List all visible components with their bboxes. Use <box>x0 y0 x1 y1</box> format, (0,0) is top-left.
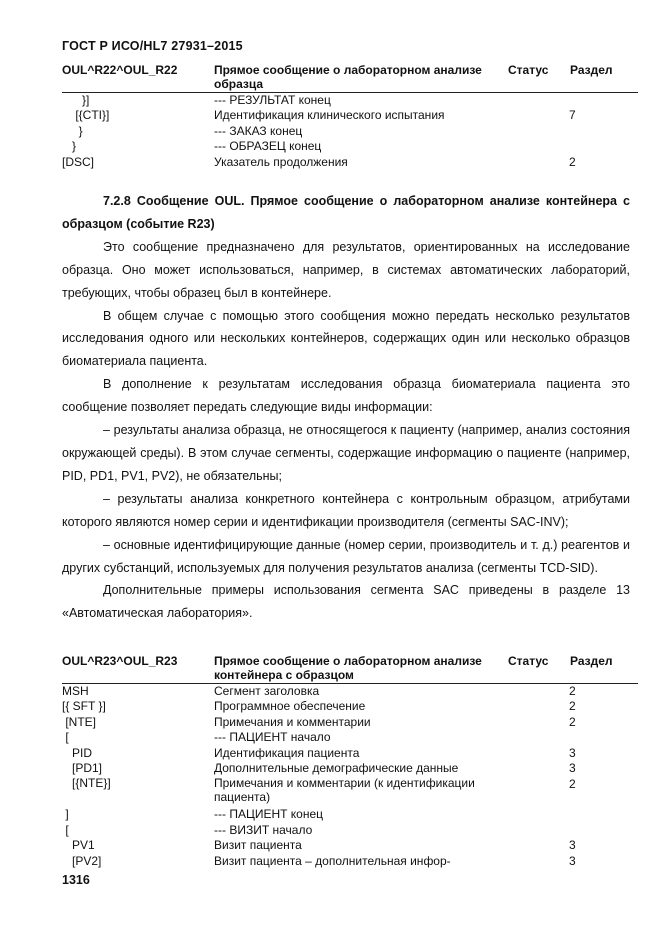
description-cell: --- РЕЗУЛЬТАТ конец <box>214 93 331 107</box>
segment-cell: [{CTI}] <box>62 108 110 123</box>
section-cell: 3 <box>569 838 576 853</box>
table-row <box>62 761 638 776</box>
column-header-message: OUL^R22^OUL_R22 <box>62 63 178 77</box>
table-row <box>62 854 638 869</box>
table-header <box>62 653 638 684</box>
section-cell: 7 <box>569 108 576 123</box>
table-row <box>62 838 638 853</box>
description-cell: Примечания и комментарии <box>214 714 371 729</box>
description-cell: --- ПАЦИЕНТ конец <box>214 807 324 822</box>
section-cell: 2 <box>569 777 576 792</box>
segment-cell: }] <box>62 93 90 107</box>
section-heading: 7.2.8 Сообщение OUL. Прямое сообщение о лабораторном анализе контейнера с образцом (событие R23) <box>62 194 630 231</box>
segment-cell: } <box>62 123 83 138</box>
section-cell: 2 <box>569 714 576 729</box>
section-body <box>62 190 630 625</box>
column-header-description: Прямое сообщение о лабораторном анализе контейнера с образцом <box>214 654 482 682</box>
section-cell: 2 <box>569 684 576 698</box>
paragraph: В дополнение к результатам исследования образца биоматериала пациента это сообщение позволяет передать следующие виды информации: <box>62 377 630 415</box>
message-table-r23 <box>62 653 638 869</box>
column-header-message: OUL^R23^OUL_R23 <box>62 654 178 668</box>
column-header-section: Раздел <box>570 63 613 77</box>
description-cell: Визит пациента <box>214 838 302 853</box>
segment-cell: [ <box>62 730 69 745</box>
table-row <box>62 715 638 730</box>
description-cell: Программное обеспечение <box>214 699 366 714</box>
segment-cell: [PV2] <box>62 853 102 868</box>
table-row <box>62 684 638 699</box>
column-header-section: Раздел <box>570 654 613 668</box>
table-row <box>62 807 638 822</box>
segment-cell: [PD1] <box>62 760 103 775</box>
column-header-status: Статус <box>508 654 549 668</box>
column-header-status: Статус <box>508 63 549 77</box>
description-cell: Идентификация клинического испытания <box>214 108 445 123</box>
message-table-r22 <box>62 62 638 170</box>
table-row <box>62 139 638 154</box>
segment-cell: } <box>62 139 77 154</box>
table-row <box>62 776 638 807</box>
table-row <box>62 823 638 838</box>
table-row <box>62 108 638 123</box>
list-item: – результаты анализа конкретного контейнера с контрольным образцом, атрибутами которого являются номер серии и идентификации производителя (сегменты SAC-INV); <box>62 491 630 529</box>
paragraph: Это сообщение предназначено для результатов, ориентированных на исследование образца. Оно может использоваться, например, в системах автоматических лабораторий, требующих, чтобы образец был в контейнере. <box>62 239 630 300</box>
table-row <box>62 93 638 108</box>
section-cell: 3 <box>569 745 576 760</box>
segment-cell: [{NTE}] <box>62 776 111 791</box>
table-row <box>62 730 638 745</box>
section-cell: 2 <box>569 699 576 714</box>
section-cell: 2 <box>569 154 576 169</box>
table-row <box>62 155 638 170</box>
description-cell: --- ЗАКАЗ конец <box>214 123 303 138</box>
segment-cell: [DSC] <box>62 154 95 169</box>
description-cell: Сегмент заголовка <box>214 684 320 698</box>
description-cell: Идентификация пациента <box>214 745 360 760</box>
section-cell: 3 <box>569 760 576 775</box>
description-cell: Визит пациента – дополнительная инфор- <box>214 853 451 868</box>
segment-cell: PID <box>62 745 93 760</box>
table-header <box>62 62 638 93</box>
segment-cell: [ <box>62 822 69 837</box>
description-cell: Примечания и комментарии (к идентификации пациента) <box>214 776 475 805</box>
description-cell: --- ПАЦИЕНТ начало <box>214 730 331 745</box>
description-cell: --- ОБРАЗЕЦ конец <box>214 139 322 154</box>
segment-cell: MSH <box>62 684 89 698</box>
description-cell: Указатель продолжения <box>214 154 348 169</box>
list-item: – основные идентифицирующие данные (номер серии, производитель и т. д.) реагентов и других субстанций, используемых для получения результатов анализа (сегменты TCD-SID). <box>62 537 630 575</box>
description-cell: Дополнительные демографические данные <box>214 760 459 775</box>
segment-cell: PV1 <box>62 838 95 853</box>
paragraph: Дополнительные примеры использования сегмента SAC приведены в разделе 13 «Автоматическая лаборатория». <box>62 583 630 621</box>
table-row <box>62 699 638 714</box>
list-item: – результаты анализа образца, не относящегося к пациенту (например, анализ состояния окружающей среды). В этом случае сегменты, содержащие информацию о пациенте (например, PID, PD1, PV1, PV2), не обязательны; <box>62 423 630 483</box>
page-number: 1316 <box>62 873 90 887</box>
column-header-description: Прямое сообщение о лабораторном анализе образца <box>214 63 482 91</box>
standard-header: ГОСТ Р ИСО/HL7 27931–2015 <box>62 39 243 53</box>
paragraph: В общем случае с помощью этого сообщения можно передать несколько результатов исследования одного или нескольких контейнеров, содержащих один или несколько образцов биоматериала пациента. <box>62 308 630 369</box>
segment-cell: [{ SFT }] <box>62 699 106 714</box>
section-cell: 3 <box>569 853 576 868</box>
segment-cell: [NTE] <box>62 714 97 729</box>
description-cell: --- ВИЗИТ начало <box>214 822 313 837</box>
segment-cell: ] <box>62 807 69 822</box>
table-row <box>62 124 638 139</box>
table-row <box>62 746 638 761</box>
